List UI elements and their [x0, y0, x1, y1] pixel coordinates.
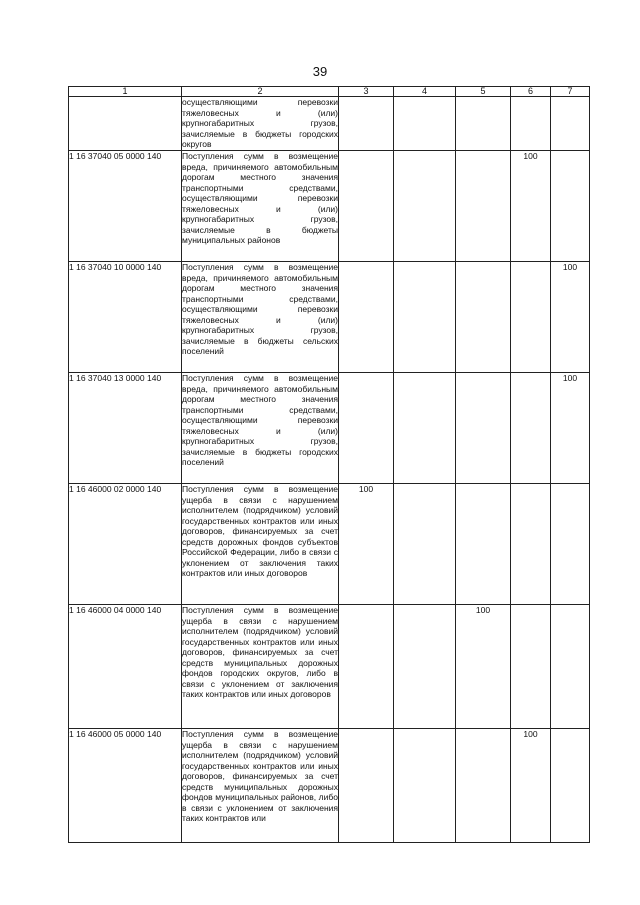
- value-cell: [456, 151, 511, 262]
- value-cell: [551, 97, 590, 151]
- value-cell: [339, 262, 394, 373]
- table-row: [69, 605, 590, 729]
- value-cell: 100: [339, 484, 394, 605]
- value-cell: [339, 605, 394, 729]
- budget-code-cell: 1 16 37040 05 0000 140: [69, 151, 182, 262]
- column-header: 6: [511, 87, 551, 97]
- table-row: [69, 262, 590, 373]
- value-cell: 100: [456, 605, 511, 729]
- description-cell: Поступления сумм в возмещение вреда, причиняемого автомобильным дорогам местного значения транспортными средствами, осуществляющими перевозки тяжеловесных и (или) крупногабаритных грузов, зачисляемые в бюджеты сельских поселений: [182, 262, 339, 373]
- value-cell: [511, 97, 551, 151]
- column-header: 4: [394, 87, 456, 97]
- column-header: 5: [456, 87, 511, 97]
- value-cell: 100: [551, 262, 590, 373]
- table-row: [69, 373, 590, 484]
- description-cell: Поступления сумм в возмещение ущерба в связи с нарушением исполнителем (подрядчиком) условий государственных контрактов или иных договоров, финансируемых за счет средств муниципальных дорожных фондов городских округов, либо в связи с уклонением от заключения таких контрактов или иных договоров: [182, 605, 339, 729]
- value-cell: [551, 729, 590, 843]
- description-cell: Поступления сумм в возмещение вреда, причиняемого автомобильным дорогам местного значения транспортными средствами, осуществляющими перевозки тяжеловесных и (или) крупногабаритных грузов, зачисляемые в бюджеты муниципальных районов: [182, 151, 339, 262]
- value-cell: [394, 605, 456, 729]
- value-cell: [551, 151, 590, 262]
- value-cell: [394, 484, 456, 605]
- value-cell: [456, 484, 511, 605]
- revenue-distribution-table: [68, 86, 590, 843]
- value-cell: [511, 262, 551, 373]
- value-cell: [511, 373, 551, 484]
- description-cell: Поступления сумм в возмещение вреда, причиняемого автомобильным дорогам местного значения транспортными средствами, осуществляющими перевозки тяжеловесных и (или) крупногабаритных грузов, зачисляемые в бюджеты городских поселений: [182, 373, 339, 484]
- value-cell: [551, 605, 590, 729]
- table-row: [69, 484, 590, 605]
- value-cell: [456, 97, 511, 151]
- column-header: 2: [182, 87, 339, 97]
- value-cell: [339, 373, 394, 484]
- page-number: 39: [312, 64, 328, 79]
- value-cell: [394, 262, 456, 373]
- budget-code-cell: 1 16 46000 05 0000 140: [69, 729, 182, 843]
- value-cell: [456, 729, 511, 843]
- value-cell: 100: [551, 373, 590, 484]
- value-cell: [511, 605, 551, 729]
- table-row: [69, 97, 590, 151]
- column-header: 3: [339, 87, 394, 97]
- budget-code-cell: 1 16 46000 04 0000 140: [69, 605, 182, 729]
- value-cell: 100: [511, 729, 551, 843]
- value-cell: [456, 262, 511, 373]
- table-row: [69, 729, 590, 843]
- budget-code-cell: 1 16 46000 02 0000 140: [69, 484, 182, 605]
- value-cell: [394, 151, 456, 262]
- budget-code-cell: 1 16 37040 10 0000 140: [69, 262, 182, 373]
- value-cell: [511, 484, 551, 605]
- value-cell: [339, 97, 394, 151]
- column-header: 1: [69, 87, 182, 97]
- value-cell: [394, 373, 456, 484]
- value-cell: [394, 729, 456, 843]
- budget-code-cell: [69, 97, 182, 151]
- column-header: 7: [551, 87, 590, 97]
- description-cell: Поступления сумм в возмещение ущерба в связи с нарушением исполнителем (подрядчиком) условий государственных контрактов или иных договоров, финансируемых за счет средств дорожных фондов субъектов Российской Федерации, либо в связи с уклонением от заключения таких контрактов или иных договоров: [182, 484, 339, 605]
- column-number-row: [69, 87, 590, 97]
- value-cell: [456, 373, 511, 484]
- value-cell: [339, 729, 394, 843]
- value-cell: [339, 151, 394, 262]
- value-cell: [394, 97, 456, 151]
- description-cell: Поступления сумм в возмещение ущерба в связи с нарушением исполнителем (подрядчиком) условий государственных контрактов или иных договоров, финансируемых за счет средств муниципальных дорожных фондов муниципальных районов, либо в связи с уклонением от заключения таких контрактов или: [182, 729, 339, 843]
- budget-code-cell: 1 16 37040 13 0000 140: [69, 373, 182, 484]
- table-row: [69, 151, 590, 262]
- description-cell: осуществляющими перевозки тяжеловесных и (или) крупногабаритных грузов, зачисляемые в бюджеты городских округов: [182, 97, 338, 149]
- value-cell: 100: [511, 151, 551, 262]
- value-cell: [551, 484, 590, 605]
